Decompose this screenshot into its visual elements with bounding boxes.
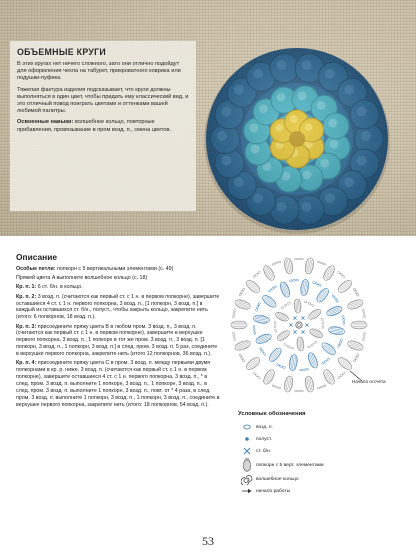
round-3-chain (299, 369, 302, 371)
round-4-chain (363, 332, 365, 335)
round-2-popcorn (276, 329, 291, 342)
legend-item-single-crochet (238, 445, 378, 457)
round-3-popcorn (288, 354, 298, 371)
yarn-a-instruction: Пряжей цвета A выполните волшебное кольцо (с. 18) (16, 275, 148, 282)
round-3-chain (273, 285, 276, 288)
intro-panel (10, 41, 196, 211)
skills-paragraph (17, 119, 189, 133)
round-2-chain (311, 304, 314, 307)
round-4-chain (323, 263, 326, 266)
round-4-chain (362, 309, 364, 312)
round-4-chain (233, 312, 235, 315)
round-3-chain (343, 318, 345, 321)
round-3-chain (339, 341, 342, 344)
chain-icon (238, 421, 256, 433)
skills-text: волшебное кольцо, повторные прибавления, провязывание в пром возд. п., смена цветов. (17, 119, 172, 133)
round-3-popcorn (261, 293, 278, 309)
round-2-chain (314, 341, 317, 344)
page-number: 53 (202, 534, 214, 548)
round-4-text: присоедините пряжу цвета C в пром. 3 возд. п. между первыми двумя попкорнами в кр. р. ниже, 3 возд. п. (считаются как первый ст. с 1 н. в первом попкорне), завершите оставшиеся 4 ст. с 1 н. первого попкорна, 3 возд. п., * в след. пром. 3 возд. п. выполните 1 попкорн, 3 возд. п., 1 попкорн, 3 возд. п., в след. пром. 3 возд. п. выполните 1 попкорн, 3 возд. п., повт. от * 4 раза, в след. пром. 3 возд. п. выполните 1 попкорн, 3 возд. п., 1 попкорн, 3 возд. п., соедините в верхушке первого попкорна, закрепите нить (итого: 18 попкорнов, 54 возд. п.). (16, 360, 220, 408)
intro-title: ОБЪЕМНЫЕ КРУГИ (17, 47, 107, 57)
round-3-popcorn (267, 346, 283, 363)
magic-ring-mark (298, 324, 301, 327)
popcorn-icon (238, 457, 256, 473)
round-3-popcorn (328, 326, 345, 336)
legend-label-start: начало работы (256, 488, 291, 494)
round-4-chain (356, 354, 359, 357)
round-2-chain (307, 345, 310, 348)
round-3-text: присоедините пряжу цвета B в любом пром. 3 возд. п., 3 возд. п. (считаются как первый ст. с 1 н. в первом попкорне), завершите в верхушке первого попкорна, 3 возд. п., 1 попкорн в тот же пром. 3 возд. п., 3 возд. п. [1 попкорн, 3 возд. п., 1 попкорн, 3 возд. п.] в след. пром. 3 возд. п. 5 раз, соедините в верхушке первого попкорна, закрепите нить (итого 12 попкорнов, 36 возд. п.). (16, 323, 218, 358)
round-4-chain (356, 293, 359, 296)
round-4 (16, 360, 221, 408)
round-3-chain (312, 281, 315, 284)
round-2-popcorn (307, 308, 322, 321)
round-4-popcorn (231, 321, 247, 329)
round-4-chain (298, 390, 301, 392)
round-4-chain (240, 356, 243, 359)
magic-ring-mark (296, 322, 302, 328)
round-3-chain (306, 368, 309, 370)
round-4-popcorn (262, 368, 277, 386)
round-2-chain (287, 345, 290, 348)
round-4-chain (239, 354, 242, 357)
round-4-chain (363, 335, 365, 338)
round-4-chain (320, 386, 323, 389)
round-2-popcorn (294, 299, 302, 313)
round-3-chain (292, 279, 295, 281)
legend-label-single-crochet: ст. б/н. (256, 448, 272, 454)
round-4-chain (275, 262, 278, 265)
round-4-chain (301, 258, 304, 260)
legend-item-popcorn (238, 457, 378, 473)
round-4-chain (301, 390, 304, 392)
round-4-popcorn (244, 278, 261, 294)
round-4-chain (362, 338, 364, 341)
round-3-popcorn (300, 279, 310, 296)
round-4-chain (233, 335, 235, 338)
skills-label: Освоенные навыки: (17, 119, 74, 126)
start-callout: Начало отсчёта (352, 379, 386, 384)
round-2-popcorn (274, 311, 290, 323)
intro-paragraph-2: Тяжелая фактура изделия подсказывает, что круги должны выполняться в один цвет, чтобы придать ему классический вид, и это отличный повод поиграть цветами и оттенками вашей любимой палитры. (17, 86, 189, 115)
round-4-popcorn (336, 278, 353, 294)
round-3-popcorn (315, 287, 331, 304)
round-4-popcorn (234, 339, 252, 352)
round-4-popcorn (304, 257, 315, 274)
round-4-popcorn (283, 257, 294, 274)
legend-item-chain (238, 421, 378, 433)
round-1-text: 6 ст. б/н. в кольцо. (36, 284, 83, 291)
round-2-popcorn (308, 327, 324, 339)
round-4-popcorn (336, 355, 353, 371)
description-section (16, 252, 221, 411)
round-4-chain (232, 315, 234, 318)
legend-item-start (238, 485, 378, 497)
round-4-chain (355, 290, 358, 293)
round-2-chain (274, 329, 276, 332)
round-3-chain (315, 282, 318, 285)
round-4-popcorn (283, 376, 294, 393)
round-4-chain (272, 263, 275, 266)
round-4-chain (275, 386, 278, 389)
round-3-chain (296, 279, 299, 281)
legend-heading: Условные обозначения (238, 411, 306, 417)
round-3-chain (336, 299, 339, 302)
round-2-chain (274, 321, 276, 324)
round-4-chain (317, 387, 320, 390)
round-3-chain (324, 360, 327, 363)
round-3-popcorn (279, 281, 292, 299)
round-3-chain (289, 280, 292, 282)
round-4-chain (317, 261, 320, 264)
round-3 (16, 324, 221, 359)
round-4-label: Кр. п. 4: (16, 360, 37, 367)
round-2-chain (321, 318, 323, 321)
special-text: попкорн с 5 вертикальными элементами (с. 49) (55, 266, 174, 272)
round-3-chain (321, 362, 324, 365)
slip-stitch-icon (238, 433, 256, 445)
round-3-chain (261, 350, 264, 353)
round-3-chain (282, 366, 285, 369)
round-4-popcorn (346, 339, 364, 352)
round-1 (16, 284, 221, 291)
round-3-popcorn (253, 314, 270, 324)
round-4-chain (278, 261, 281, 264)
round-4-chain (232, 332, 234, 335)
round-4-popcorn (351, 321, 367, 329)
legend-item-magic-ring (238, 473, 378, 485)
round-3-chain (337, 344, 340, 347)
round-3-chain (253, 325, 255, 328)
round-3-chain (258, 302, 261, 305)
round-2 (16, 294, 221, 322)
legend (238, 411, 378, 497)
round-2-chain (274, 325, 276, 328)
round-4-chain (323, 385, 326, 388)
diagram-center-stitches (289, 316, 308, 333)
round-4-chain (272, 385, 275, 388)
round-4-chain (253, 372, 256, 375)
round-4-popcorn (346, 298, 364, 311)
round-2-chain (287, 302, 290, 305)
round-2-label: Кр. п. 2: (16, 293, 37, 300)
legend-label-magic-ring: волшебное кольцо (256, 476, 299, 482)
round-3-chain (255, 308, 258, 311)
round-4-chain (342, 275, 345, 278)
round-2-chain (322, 326, 324, 329)
round-4-chain (233, 309, 235, 312)
round-4-chain (278, 387, 281, 390)
description-heading: Описание (16, 252, 58, 262)
round-2-chain (291, 347, 294, 350)
round-4-chain (233, 338, 235, 341)
round-2-chain (322, 322, 324, 325)
round-3-popcorn (306, 352, 319, 370)
round-2-chain (304, 301, 307, 304)
round-1-label: Кр. п. 1: (16, 284, 37, 291)
round-2-chain (281, 306, 284, 309)
single-crochet-icon (238, 445, 256, 457)
round-3-chain (334, 297, 337, 300)
crochet-motif-photo (202, 44, 392, 234)
round-4-chain (298, 258, 301, 260)
diagram-popcorn-rings (231, 257, 367, 392)
magic-ring-icon (238, 473, 256, 485)
intro-paragraph-1: В этих кругах нет ничего сложного, зато они отлично подойдут для оформления чехла на табурет, прикроватного коврика или подушки-пуфика. (17, 61, 181, 82)
round-2-text: 3 возд. п. (считаются как первый ст. с 1 н. в первом попкорне), завершите оставшиеся 4 ст. с 1 н. первого попкорна, 3 возд. п., [1 попкорн, 3 возд. п.] в каждый из оставшихся ст. б/н., полуст., чтобы закрыть кольцо, закрепите нить (итого: 6 попкорнов, 18 возд. п.). (16, 293, 220, 321)
round-4-chain (239, 293, 242, 296)
round-3-chain (342, 315, 344, 318)
round-4-chain (353, 359, 356, 362)
round-2-chain (311, 343, 314, 346)
round-3-chain (259, 347, 262, 350)
round-4-chain (363, 315, 365, 318)
round-3-label: Кр. п. 3: (16, 323, 37, 330)
special-stitches (16, 266, 221, 273)
round-4-popcorn (322, 264, 337, 282)
start-arrow-icon (238, 485, 256, 497)
round-4-chain (363, 312, 365, 315)
round-4-chain (294, 390, 297, 392)
legend-label-popcorn: попкорн с 5 верт. элементами (256, 462, 324, 468)
round-3-chain (340, 338, 343, 341)
round-4-chain (320, 262, 323, 265)
round-2-chain (284, 304, 287, 307)
linen-photo-background (0, 0, 416, 236)
round-2-chain (284, 343, 287, 346)
round-4-popcorn (322, 368, 337, 386)
round-4-popcorn (234, 298, 252, 311)
round-4-chain (257, 271, 260, 274)
round-4-popcorn (262, 264, 277, 282)
round-3-popcorn (320, 341, 337, 357)
round-3-chain (276, 363, 279, 366)
round-4-popcorn (244, 355, 261, 371)
round-3-popcorn (255, 332, 273, 345)
round-4-chain (242, 288, 245, 291)
round-4-popcorn (304, 376, 315, 393)
legend-item-slip-stitch (238, 433, 378, 445)
round-3-chain (256, 305, 259, 308)
round-4-chain (294, 258, 297, 260)
round-3-chain (254, 332, 256, 335)
round-3-chain (343, 322, 345, 325)
round-4-chain (337, 376, 340, 379)
round-3-chain (279, 365, 282, 368)
round-3-popcorn (326, 305, 344, 318)
round-2-popcorn (296, 337, 304, 351)
round-2-chain (308, 302, 311, 305)
special-label: Особые петли: (16, 266, 56, 272)
round-3-chain (253, 329, 255, 332)
legend-label-slip-stitch: полуст. (256, 436, 273, 442)
legend-label-chain: возд. п. (256, 424, 273, 430)
round-3-chain (271, 287, 274, 290)
round-3-chain (303, 369, 306, 371)
round-3-chain (318, 284, 321, 287)
